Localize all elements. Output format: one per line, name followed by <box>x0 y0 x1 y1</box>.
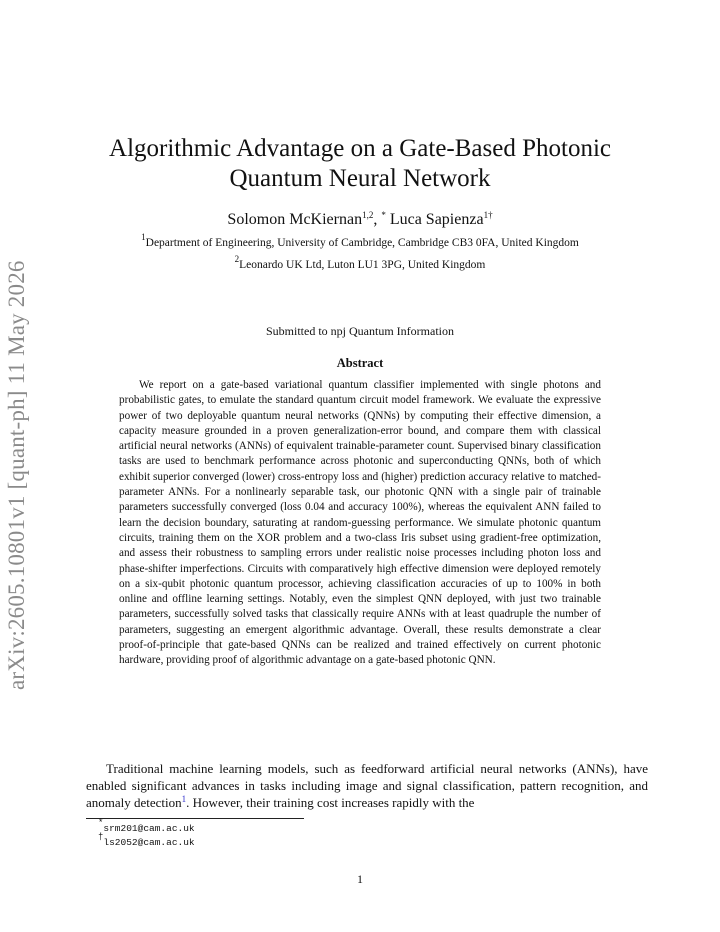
footnote-1 <box>98 818 195 835</box>
submission-note: Submitted to npj Quantum Information <box>266 324 454 338</box>
footnote-email[interactable]: srm201@cam.ac.uk <box>103 823 195 834</box>
abstract-heading: Abstract <box>336 356 384 370</box>
author-footnote-mark: † <box>488 210 493 220</box>
author-name: Solomon McKiernan <box>227 211 363 228</box>
intro-text-continued: . However, their training cost increases rapidly with the <box>186 795 475 810</box>
title-line-1: Algorithmic Advantage on a Gate-Based Photonic <box>109 135 611 162</box>
intro-text: Traditional machine learning models, such as feedforward artificial neural networks (ANNs), have enabled significant advances in tasks including image and signal classification, pattern recognition, and anomaly detection <box>86 761 648 810</box>
author-name: Luca Sapienza <box>389 211 484 228</box>
affiliation-text: Department of Engineering, University of Cambridge, Cambridge CB3 0FA, United Kingdom <box>145 237 579 249</box>
author-footnote-mark: * <box>381 210 386 220</box>
introduction-paragraph <box>86 760 648 811</box>
author-separator: , <box>373 211 382 228</box>
footnote-2 <box>98 832 195 849</box>
arxiv-identifier-stamp: arXiv:2605.10801v1 [quant-ph] 11 May 2026 <box>4 260 29 690</box>
footnote-mark: * <box>98 818 104 828</box>
page-number: 1 <box>357 872 363 886</box>
footnote-email[interactable]: ls2052@cam.ac.uk <box>103 837 195 848</box>
affiliation-2 <box>60 254 660 273</box>
author-affiliation-marks: 1 <box>483 210 489 220</box>
author-list <box>90 210 630 230</box>
citation-link[interactable]: 1 <box>181 794 187 804</box>
affiliation-text: Leonardo UK Ltd, Luton LU1 3PG, United Kingdom <box>239 259 486 271</box>
footnote-divider <box>86 818 304 819</box>
author-affiliation-marks: 1,2 <box>362 210 374 220</box>
footnote-mark: † <box>98 832 104 842</box>
affiliation-mark: 2 <box>234 254 240 264</box>
paper-title <box>90 134 630 194</box>
title-line-2: Quantum Neural Network <box>229 165 491 192</box>
affiliation-1 <box>60 232 660 251</box>
affiliation-mark: 1 <box>141 232 146 242</box>
abstract-text: We report on a gate-based variational quantum classifier implemented with single photons and probabilistic gates, to emulate the standard quantum circuit model framework. We evaluate the expressive power of two deployable quantum neural networks (QNNs) by computing their effective dimension, a capacity measure grounded in a proven generalization-error bound, and compare them with classical artificial neural networks (ANNs) of equivalent trainable-parameter count. Supervised binary classification tasks are used to benchmark performance across photonic and superconducting QNNs, both of which exhibit superior converged (lower) cross-entropy loss and (higher) prediction accuracy relative to matched-parameter ANNs. For a nonlinearly separable task, our photonic QNN with a single pair of trainable parameters successfully converged (loss 0.04 and accuracy 100%), whereas the equivalent ANN failed to learn the decision boundary, saturating at random-guessing performance. We simulate photonic quantum circuits, training them on the XOR problem and a two-class Iris subset using gradient-free optimization, and assess their robustness to sampling errors under realistic noise processes including photon loss and phase-shifter imperfections. Circuits with comparatively high effective dimension were deployed remotely on a six-qubit photonic quantum processor, achieving classification accuracies of up to 100% in both online and offline learning settings. Notably, even the simplest QNN deployed, with just two trainable parameters, successfully solved tasks that classically require ANNs with at least quadruple the number of parameters, suggesting an emergent algorithmic advantage. Overall, these results demonstrate a clear proof-of-principle that gate-based QNNs can be realized and trained effectively on current photonic hardware, providing proof of algorithmic advantage on a gate-based photonic QNN. <box>119 379 601 667</box>
